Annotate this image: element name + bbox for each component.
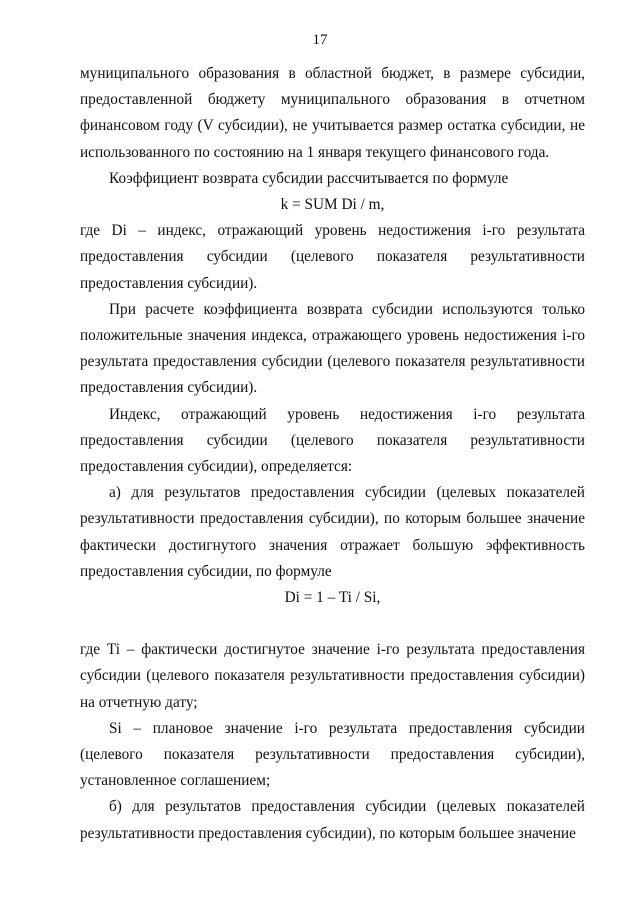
formula-di: Di = 1 – Ti / Si, [284,589,381,607]
paragraph-case-a: а) для результатов предоставления субсидии (целевых показателей результативности предоставления субсидии), по которым большее значение фактически достигнутого значения отражает большую эффективность предоставления субсидии, по формуле [80,484,585,580]
paragraph-positive-values: При расчете коэффициента возврата субсидии используются только положительные значения индекса, отражающего уровень недостижения i-го результата предоставления субсидии (целевого показателя результативности предоставления субсидии). [80,300,585,397]
page-number: 17 [312,32,328,48]
paragraph-ti-definition: где Ti – фактически достигнутое значение i-го результата предоставления субсидии (целевого показателя результативности предоставления субсидии) на отчетную дату; [80,641,585,711]
paragraph-formula-intro: Коэффициент возврата субсидии рассчитывается по формуле [109,169,509,187]
paragraph-si-definition: Si – плановое значение i-го результата предоставления субсидии (целевого показателя результативности предоставления субсидии), установленное соглашением; [80,719,585,790]
paragraph-continuation: муниципального образования в областной бюджет, в размере субсидии, предоставленной бюджету муниципального образования в отчетном финансовом году (V субсидии), не учитывается размер остатка субсидии, не использованного по состоянию на 1 января текущего финансового года. [80,65,585,161]
spacer [80,611,585,637]
document-body [80,61,585,847]
paragraph-index-determined: Индекс, отражающий уровень недостижения i-го результата предоставления субсидии (целевого показателя результативности предоставления субсидии), определяется: [80,405,585,476]
paragraph-case-b: б) для результатов предоставления субсидии (целевых показателей результативности предоставления субсидии), по которым большее значение [80,798,585,842]
paragraph-di-definition: где Di – индекс, отражающий уровень недостижения i-го результата предоставления субсидии (целевого показателя результативности предоставления субсидии). [80,222,585,292]
formula-k: k = SUM Di / m, [280,196,385,214]
